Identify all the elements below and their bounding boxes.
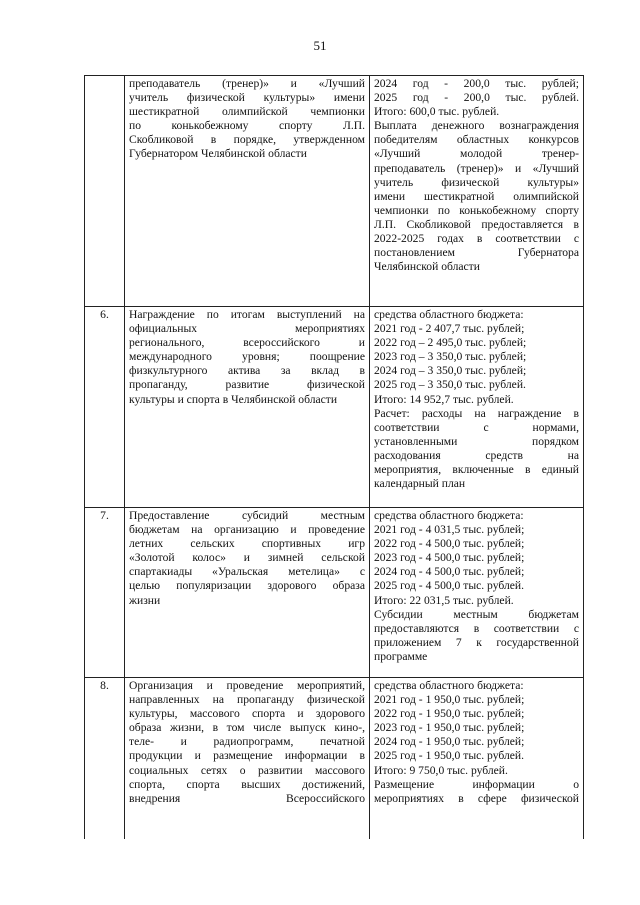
- text-line: Итого: 14 952,7 тыс. рублей.: [374, 392, 514, 406]
- text-line: Итого: 22 031,5 тыс. рублей.: [374, 593, 514, 607]
- text-line: соответствии с нормами,: [374, 420, 579, 434]
- text-line: теле- и радиопрограмм, печатной: [129, 735, 365, 749]
- text-line: образа жизни, в том числе выпуск кино-,: [129, 721, 365, 735]
- text-line: средства областного бюджета:: [374, 679, 524, 692]
- text-line: 2025 год - 4 500,0 тыс. рублей.: [374, 579, 524, 593]
- text-line: 2024 год - 1 950,0 тыс. рублей;: [374, 735, 525, 749]
- row-number: [85, 76, 125, 307]
- text-line: внедрения Всероссийского: [129, 791, 365, 805]
- text-line: Губернатором Челябинской области: [129, 147, 307, 161]
- text-line: 2025 год - 1 950,0 тыс. рублей.: [374, 749, 524, 763]
- text-line: Субсидии местным бюджетам: [374, 607, 579, 621]
- table-row: [85, 508, 584, 678]
- text-line: Расчет: расходы на награждение в: [374, 406, 579, 420]
- funding-details: [370, 307, 584, 508]
- text-line: мероприятия, включенные в единый: [374, 463, 579, 477]
- row-number: 8.: [85, 678, 125, 840]
- text-line: Награждение по итогам выступлений на: [129, 308, 365, 321]
- text-line: Организация и проведение мероприятий,: [129, 679, 365, 692]
- text-line: Скобликовой в порядке, утвержденном: [129, 133, 365, 147]
- row-number: 7.: [85, 508, 125, 678]
- text-line: международного уровня; поощрение: [129, 350, 365, 364]
- text-line: 2021 год - 1 950,0 тыс. рублей;: [374, 693, 525, 707]
- text-line: летних сельских спортивных игр: [129, 537, 365, 551]
- text-line: чемпионки по конькобежному спорту: [374, 203, 579, 217]
- text-line: культуры и спорта в Челябинской области: [129, 392, 338, 406]
- text-line: культуры, массового спорта и здорового: [129, 707, 365, 721]
- text-line: 2023 год - 4 500,0 тыс. рублей;: [374, 551, 525, 565]
- text-line: программе: [374, 649, 428, 663]
- text-line: мероприятиях в сфере физической: [374, 791, 579, 805]
- text-line: Итого: 600,0 тыс. рублей.: [374, 105, 500, 119]
- text-line: физкультурного актива за вклад в: [129, 364, 365, 378]
- text-line: «Лучший молодой тренер-: [374, 147, 579, 161]
- text-line: «Золотой колос» и зимней сельской: [129, 551, 365, 565]
- text-line: по конькобежному спорту Л.П.: [129, 119, 365, 133]
- text-line: жизни: [129, 593, 161, 607]
- text-line: учитель физической культуры»: [374, 175, 579, 189]
- text-line: целью популяризации здорового образа: [129, 579, 365, 593]
- page-number: 51: [313, 38, 327, 53]
- activity-description: [125, 307, 370, 508]
- text-line: шестикратной олимпийской чемпионки: [129, 105, 365, 119]
- text-line: спартакиады «Уральская метелица» с: [129, 565, 365, 579]
- text-line: социальных сетях о развитии массового: [129, 763, 365, 777]
- text-line: Выплата денежного вознаграждения: [374, 119, 579, 133]
- text-line: 2024 год - 4 500,0 тыс. рублей;: [374, 565, 525, 579]
- text-line: приложением 7 к государственной: [374, 635, 579, 649]
- text-line: продукции и размещение информации в: [129, 749, 365, 763]
- text-line: спорта, спорта высших достижений,: [129, 777, 365, 791]
- text-line: преподаватель (тренер)» и «Лучший: [374, 161, 579, 175]
- text-line: 2022 год – 2 495,0 тыс. рублей;: [374, 336, 527, 350]
- table-row: [85, 307, 584, 508]
- text-line: средства областного бюджета:: [374, 308, 524, 321]
- text-line: 2024 год - 200,0 тыс. рублей;: [374, 77, 579, 90]
- text-line: Челябинской области: [374, 260, 480, 274]
- table-row: [85, 678, 584, 840]
- text-line: расходования средств на: [374, 448, 579, 462]
- funding-details: [370, 678, 584, 840]
- text-line: 2023 год – 3 350,0 тыс. рублей;: [374, 350, 527, 364]
- program-activities-table: [84, 75, 584, 839]
- text-line: постановлением Губернатора: [374, 246, 579, 260]
- text-line: победителям областных конкурсов: [374, 133, 579, 147]
- activity-description: [125, 508, 370, 678]
- table-body: [85, 76, 584, 840]
- text-line: официальных мероприятиях: [129, 322, 365, 336]
- row-number: 6.: [85, 307, 125, 508]
- text-line: регионального, всероссийского и: [129, 336, 365, 350]
- text-line: средства областного бюджета:: [374, 509, 524, 522]
- text-line: календарный план: [374, 477, 466, 491]
- text-line: 2022 год - 4 500,0 тыс. рублей;: [374, 537, 525, 551]
- text-line: 2024 год – 3 350,0 тыс. рублей;: [374, 364, 527, 378]
- text-line: учитель физической культуры» имени: [129, 91, 365, 105]
- text-line: преподаватель (тренер)» и «Лучший: [129, 77, 365, 90]
- text-line: имени шестикратной олимпийской: [374, 189, 579, 203]
- text-line: установленными порядком: [374, 434, 579, 448]
- text-line: 2023 год - 1 950,0 тыс. рублей;: [374, 721, 525, 735]
- text-line: 2021 год - 2 407,7 тыс. рублей;: [374, 322, 525, 336]
- text-line: Л.П. Скобликовой предоставляется в: [374, 217, 579, 231]
- text-line: Предоставление субсидий местным: [129, 509, 365, 522]
- text-line: 2021 год - 4 031,5 тыс. рублей;: [374, 523, 525, 537]
- funding-details: [370, 508, 584, 678]
- text-line: предоставляются в соответствии с: [374, 621, 579, 635]
- text-line: бюджетам на организацию и проведение: [129, 523, 365, 537]
- activity-description: [125, 678, 370, 840]
- text-line: 2025 год – 3 350,0 тыс. рублей.: [374, 378, 526, 392]
- text-line: 2022 год - 1 950,0 тыс. рублей;: [374, 707, 525, 721]
- table-row: [85, 76, 584, 307]
- text-line: пропаганду, развитие физической: [129, 378, 365, 392]
- text-line: 2025 год - 200,0 тыс. рублей.: [374, 91, 579, 105]
- text-line: направленных на пропаганду физической: [129, 693, 365, 707]
- activity-description: [125, 76, 370, 307]
- funding-details: [370, 76, 584, 307]
- text-line: Размещение информации о: [374, 777, 579, 791]
- text-line: 2022-2025 годах в соответствии с: [374, 232, 579, 246]
- text-line: Итого: 9 750,0 тыс. рублей.: [374, 763, 508, 777]
